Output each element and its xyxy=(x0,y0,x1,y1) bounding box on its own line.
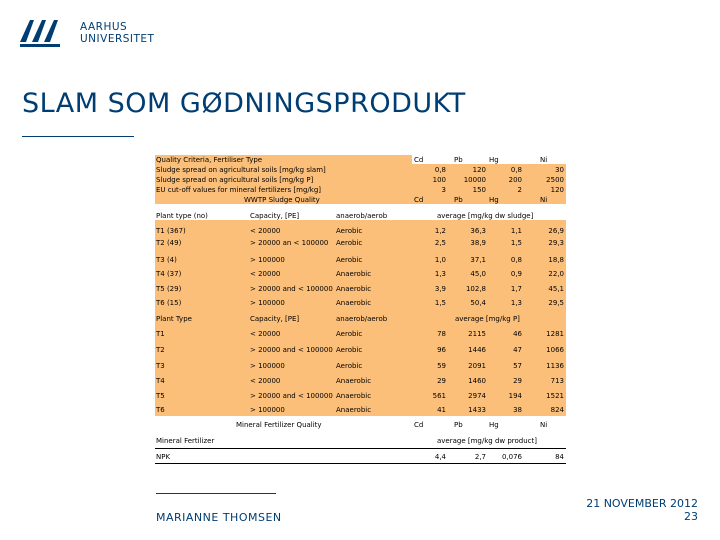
row-cd: 41 xyxy=(437,406,446,414)
row-ni: 713 xyxy=(550,377,564,385)
row-process: Anaerobic xyxy=(336,392,372,400)
row-ni: 26,9 xyxy=(548,227,564,235)
s2-header-capacity: Capacity, [PE] xyxy=(250,315,300,323)
row-cd: 1,5 xyxy=(434,299,446,307)
row-process: Aerobic xyxy=(336,362,363,370)
mineral-col-cd: Cd xyxy=(414,421,424,429)
criteria-value: 10000 xyxy=(463,176,486,184)
footer-date-block xyxy=(586,497,698,523)
s1-header-plant-type: Plant type (no) xyxy=(156,212,208,220)
row-process: Anaerobic xyxy=(336,299,372,307)
mineral-row-name: NPK xyxy=(156,453,171,461)
logo-line-1: AARHUS xyxy=(80,21,128,33)
row-process: Aerobic xyxy=(336,239,363,247)
s1-header-unit: average [mg/kg dw sludge] xyxy=(437,212,534,220)
row-pb: 2974 xyxy=(468,392,486,400)
row-plant-type: T1 xyxy=(156,330,165,338)
row-ni: 1521 xyxy=(546,392,564,400)
row-capacity: > 20000 and < 100000 xyxy=(250,392,333,400)
criteria-value: 2500 xyxy=(546,176,564,184)
row-capacity: > 20000 an < 100000 xyxy=(250,239,329,247)
mineral-col-pb: Pb xyxy=(454,421,463,429)
mineral-label: Mineral Fertilizer xyxy=(156,437,215,445)
row-capacity: > 100000 xyxy=(250,299,285,307)
row-pb: 50,4 xyxy=(470,299,486,307)
s2-header-unit: average [mg/kg P] xyxy=(455,315,520,323)
row-plant-type: T4 xyxy=(156,377,165,385)
criteria-value: 0,8 xyxy=(510,166,522,174)
header-pb: Pb xyxy=(454,156,463,164)
criteria-value: 2 xyxy=(517,186,522,194)
row-cd: 1,3 xyxy=(434,270,446,278)
row-hg: 1,1 xyxy=(510,227,522,235)
mineral-hg: 0,076 xyxy=(501,453,522,461)
row-capacity: > 100000 xyxy=(250,256,285,264)
row-pb: 1446 xyxy=(468,346,486,354)
mineral-divider xyxy=(155,448,566,449)
mineral-col-ni: Ni xyxy=(540,421,548,429)
row-cd: 1,0 xyxy=(434,256,446,264)
row-capacity: > 20000 and < 100000 xyxy=(250,346,333,354)
criteria-value: 0,8 xyxy=(434,166,446,174)
author-name: MARIANNE THOMSEN xyxy=(156,511,282,524)
row-plant-type: T2 xyxy=(156,346,165,354)
row-pb: 1433 xyxy=(468,406,486,414)
row-cd: 96 xyxy=(437,346,446,354)
row-ni: 1136 xyxy=(546,362,564,370)
row-capacity: > 100000 xyxy=(250,406,285,414)
row-cd: 2,5 xyxy=(434,239,446,247)
row-capacity: < 20000 xyxy=(250,330,281,338)
presentation-date: 21 NOVEMBER 2012 xyxy=(586,497,698,510)
row-plant-type: T1 (367) xyxy=(156,227,186,235)
mineral-ni: 84 xyxy=(555,453,564,461)
row-hg: 57 xyxy=(513,362,522,370)
wwtp-col-hg: Hg xyxy=(489,196,499,204)
page-number: 23 xyxy=(684,510,698,523)
criteria-value: 30 xyxy=(555,166,564,174)
row-process: Anaerobic xyxy=(336,406,372,414)
row-cd: 561 xyxy=(432,392,446,400)
criteria-label: EU cut-off values for mineral fertilizers [mg/kg] xyxy=(156,186,322,194)
mineral-col-hg: Hg xyxy=(489,421,499,429)
logo-line-2: UNIVERSITET xyxy=(80,33,155,45)
s1-header-capacity: Capacity, [PE] xyxy=(250,212,300,220)
criteria-value: 120 xyxy=(472,166,486,174)
row-pb: 45,0 xyxy=(470,270,486,278)
row-plant-type: T6 xyxy=(156,406,165,414)
row-cd: 1,2 xyxy=(434,227,446,235)
s1-header-process: anaerob/aerob xyxy=(336,212,388,220)
row-cd: 78 xyxy=(437,330,446,338)
row-plant-type: T2 (49) xyxy=(156,239,182,247)
s2-header-plant-type: Plant Type xyxy=(156,315,192,323)
row-pb: 38,9 xyxy=(470,239,486,247)
row-pb: 1460 xyxy=(468,377,486,385)
row-capacity: > 20000 and < 100000 xyxy=(250,285,333,293)
row-plant-type: T4 (37) xyxy=(156,270,182,278)
row-capacity: < 20000 xyxy=(250,227,281,235)
header-ni: Ni xyxy=(540,156,548,164)
row-pb: 102,8 xyxy=(465,285,486,293)
criteria-value: 200 xyxy=(508,176,522,184)
wwtp-col-pb: Pb xyxy=(454,196,463,204)
wwtp-col-ni: Ni xyxy=(540,196,548,204)
header-quality-criteria: Quality Criteria, Fertiliser Type xyxy=(156,156,263,164)
row-plant-type: T5 xyxy=(156,392,165,400)
criteria-value: 150 xyxy=(472,186,486,194)
header-cd: Cd xyxy=(414,156,424,164)
mineral-unit: average [mg/kg dw product] xyxy=(437,437,538,445)
footer-divider xyxy=(156,493,276,494)
row-plant-type: T6 (15) xyxy=(156,299,182,307)
row-ni: 29,3 xyxy=(548,239,564,247)
row-process: Aerobic xyxy=(336,256,363,264)
row-pb: 2115 xyxy=(468,330,486,338)
row-plant-type: T5 (29) xyxy=(156,285,182,293)
row-hg: 46 xyxy=(513,330,522,338)
row-hg: 1,5 xyxy=(510,239,522,247)
row-process: Aerobic xyxy=(336,330,363,338)
row-cd: 3,9 xyxy=(434,285,446,293)
row-capacity: < 20000 xyxy=(250,270,281,278)
table-bottom-border xyxy=(155,463,566,464)
criteria-label: Sludge spread on agricultural soils [mg/kg slam] xyxy=(156,166,326,174)
row-process: Aerobic xyxy=(336,346,363,354)
row-hg: 194 xyxy=(508,392,522,400)
row-hg: 38 xyxy=(513,406,522,414)
row-hg: 47 xyxy=(513,346,522,354)
row-ni: 1281 xyxy=(546,330,564,338)
page-title: SLAM SOM GØDNINGSPRODUKT xyxy=(22,88,466,119)
row-process: Anaerobic xyxy=(336,270,372,278)
mineral-cd: 4,4 xyxy=(434,453,446,461)
mineral-pb: 2,7 xyxy=(474,453,486,461)
row-capacity: > 100000 xyxy=(250,362,285,370)
criteria-value: 120 xyxy=(550,186,564,194)
row-ni: 18,8 xyxy=(548,256,564,264)
criteria-value: 3 xyxy=(441,186,446,194)
row-hg: 0,8 xyxy=(510,256,522,264)
row-cd: 59 xyxy=(437,362,446,370)
row-ni: 45,1 xyxy=(548,285,564,293)
row-cd: 29 xyxy=(437,377,446,385)
criteria-value: 100 xyxy=(432,176,446,184)
row-plant-type: T3 xyxy=(156,362,165,370)
row-plant-type: T3 (4) xyxy=(156,256,177,264)
row-ni: 824 xyxy=(550,406,564,414)
header-hg: Hg xyxy=(489,156,499,164)
row-ni: 22,0 xyxy=(548,270,564,278)
row-pb: 36,3 xyxy=(470,227,486,235)
row-capacity: < 20000 xyxy=(250,377,281,385)
row-pb: 2091 xyxy=(468,362,486,370)
row-hg: 29 xyxy=(513,377,522,385)
wwtp-heading: WWTP Sludge Quality xyxy=(244,196,320,204)
row-hg: 0,9 xyxy=(510,270,522,278)
row-ni: 29,5 xyxy=(548,299,564,307)
row-hg: 1,7 xyxy=(510,285,522,293)
s2-header-process: anaerob/aerob xyxy=(336,315,388,323)
row-pb: 37,1 xyxy=(470,256,486,264)
mineral-heading: Mineral Fertilizer Quality xyxy=(236,421,322,429)
row-ni: 1066 xyxy=(546,346,564,354)
row-hg: 1,3 xyxy=(510,299,522,307)
wwtp-col-cd: Cd xyxy=(414,196,424,204)
row-process: Aerobic xyxy=(336,227,363,235)
criteria-label: Sludge spread on agricultural soils [mg/kg P] xyxy=(156,176,314,184)
row-process: Anaerobic xyxy=(336,285,372,293)
row-process: Anaerobic xyxy=(336,377,372,385)
